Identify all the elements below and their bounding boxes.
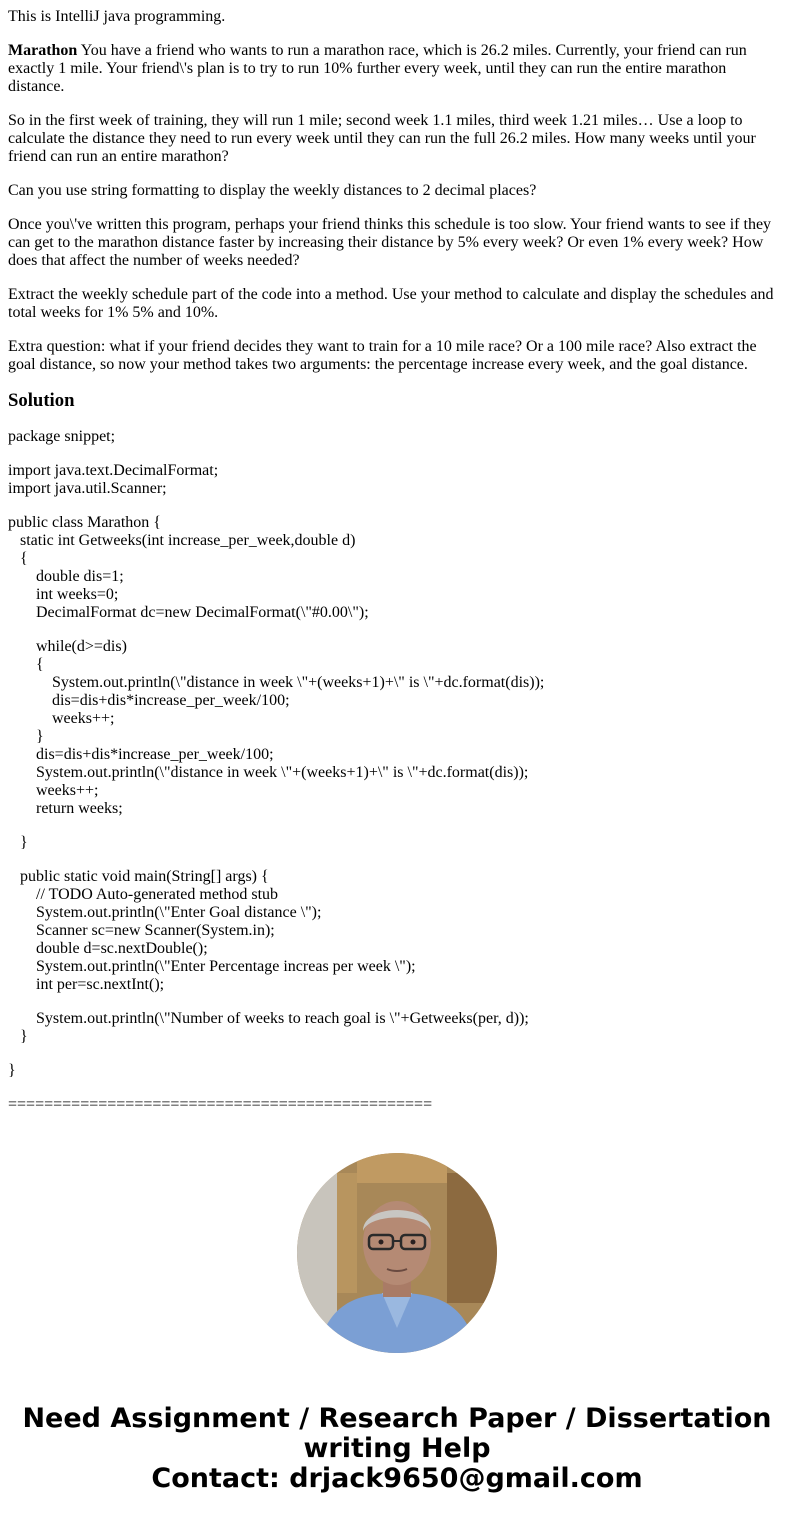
problem-paragraph-6: Extra question: what if your friend decides they want to train for a 10 mile race? Or a 100 mile race? Also extract the goal distance, so now your method takes two arguments: the percentage increase every week, and the goal distance. [8,338,757,373]
code-line: weeks++; [8,710,115,727]
code-line: Scanner sc=new Scanner(System.in); [8,922,275,939]
code-line: static int Getweeks(int increase_per_week,double d) [8,532,356,549]
code-line: System.out.println(\"Enter Goal distance \"); [8,904,322,921]
solution-heading: Solution [8,390,75,411]
code-line: DecimalFormat dc=new DecimalFormat(\"#0.00\"); [8,604,369,621]
intro-text: This is IntelliJ java programming. [8,8,226,25]
code-line: // TODO Auto-generated method stub [8,886,279,903]
code-line: return weeks; [8,800,123,817]
code-line: while(d>=dis) [8,638,127,655]
promo-footer [0,1404,794,1494]
problem-paragraph-4: Once you\'ve written this program, perhaps your friend thinks this schedule is too slow. Your friend wants to see if they can get to the marathon distance faster by increasing their distance by 5% every week? Or even 1% every week? How does that affect the number of weeks needed? [8,216,772,269]
code-line: double dis=1; [8,568,124,585]
code-line: dis=dis+dis*increase_per_week/100; [8,746,274,763]
code-line: import java.text.DecimalFormat; [8,462,219,479]
code-line: int weeks=0; [8,586,119,603]
code-line: int per=sc.nextInt(); [8,976,165,993]
solution-code [8,428,786,1096]
code-line: } [8,728,44,745]
promo-contact-line: Contact: drjack9650@gmail.com [151,1463,643,1494]
portrait-image [297,1153,497,1353]
code-line: System.out.println(\"Number of weeks to reach goal is \"+Getweeks(per, d)); [8,1010,529,1027]
separator-line: =============================================== [8,1096,433,1113]
code-line: } [8,1028,28,1045]
code-line: double d=sc.nextDouble(); [8,940,208,957]
problem-paragraph-2: So in the first week of training, they will run 1 mile; second week 1.1 miles, third week 1.21 miles… Use a loop to calculate the distance they need to run every week until they can run the full 26.2 miles. How many weeks until your friend can run an entire marathon? [8,112,756,165]
code-line: public static void main(String[] args) { [8,868,269,885]
problem-paragraph-5: Extract the weekly schedule part of the code into a method. Use your method to calculate and display the schedules and total weeks for 1% 5% and 10%. [8,286,774,321]
code-line: package snippet; [8,428,116,445]
code-line: { [8,550,28,567]
promo-line-2: writing Help [303,1433,491,1464]
problem-title: Marathon [8,42,78,59]
code-line: System.out.println(\"Enter Percentage increas per week \"); [8,958,416,975]
code-line: weeks++; [8,782,99,799]
author-photo [297,1153,497,1353]
code-line: } [8,834,28,851]
problem-paragraph-3: Can you use string formatting to display the weekly distances to 2 decimal places? [8,182,537,199]
code-line: System.out.println(\"distance in week \"+(weeks+1)+\" is \"+dc.format(dis)); [8,764,529,781]
problem-paragraph-1-text: You have a friend who wants to run a marathon race, which is 26.2 miles. Currently, your friend can run exactly 1 mile. Your friend\'s plan is to try to run 10% further every week, until they can run the entire marathon distance. [8,42,747,95]
code-line: public class Marathon { [8,514,161,531]
code-line: } [8,1062,16,1079]
code-line: System.out.println(\"distance in week \"+(weeks+1)+\" is \"+dc.format(dis)); [8,674,545,691]
promo-line-1: Need Assignment / Research Paper / Dissertation [22,1403,772,1434]
code-line: dis=dis+dis*increase_per_week/100; [8,692,290,709]
code-line: import java.util.Scanner; [8,480,167,497]
code-line: { [8,656,44,673]
problem-paragraph-1 [8,42,786,96]
